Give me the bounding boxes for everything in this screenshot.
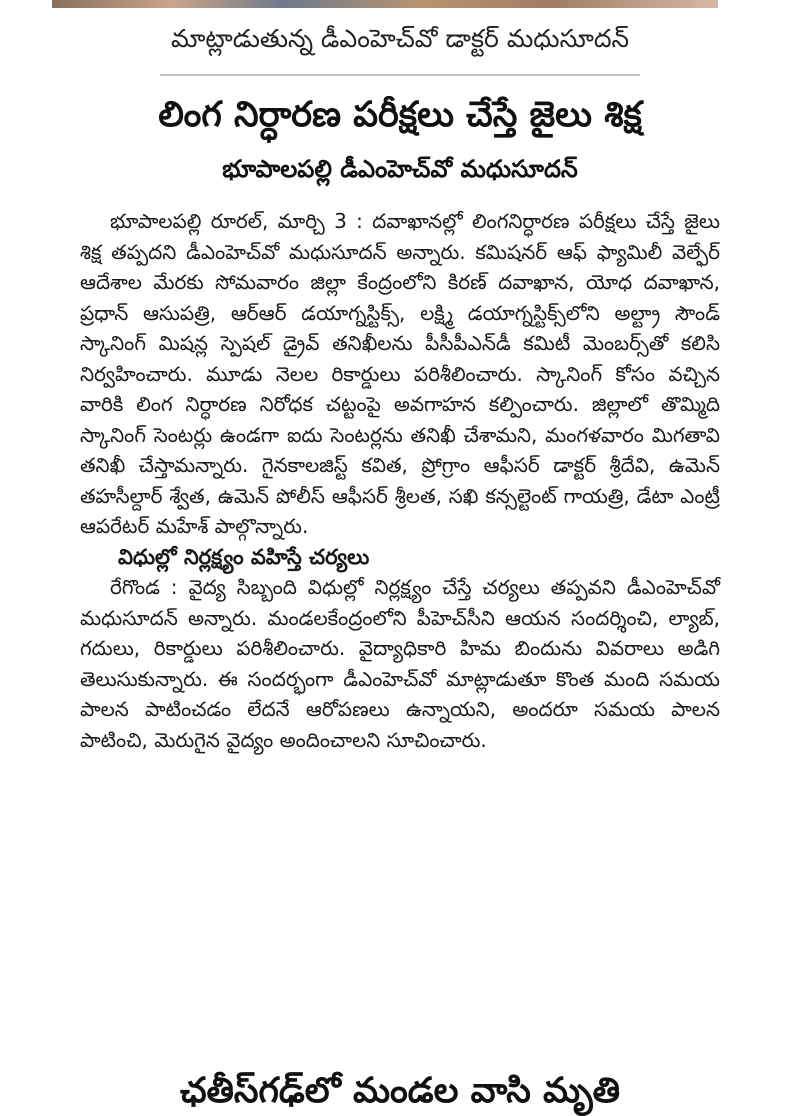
photo-strip [52,0,718,8]
article-body [80,206,720,755]
article-paragraph-2: రేగొండ : వైద్య సిబ్బంది విధుల్లో నిర్లక్ష్యం చేస్తే చర్యలు తప్పవని డీఎంహెచ్‌వో మధుసూదన్ అన్నారు. మండలకేంద్రంలోని పీహెచ్‌సీని ఆయన సందర్శించి, ల్యాబ్, గదులు, రికార్డులు పరిశీలించారు. వైద్యాధికారి హిమ బిందును వివరాలు అడిగి తెలుసుకున్నారు. ఈ సందర్భంగా డీఎంహెచ్‌వో మాట్లాడుతూ కొంత మంది సమయ పాలన పాటించడం లేదనే ఆరోపణలు ఉన్నాయని, అందరూ సమయ పాలన పాటించి, మెరుగైన వైద్యం అందించాలని సూచించారు. [80,575,720,752]
photo-caption: మాట్లాడుతున్న డీఎంహెచ్‌వో డాక్టర్ మధుసూదన్ [170,24,630,53]
caption-divider [160,74,640,76]
article-paragraph-1: భూపాలపల్లి రూరల్, మార్చి 3 : దవాఖానల్లో లింగనిర్ధారణ పరీక్షలు చేస్తే జైలు శిక్ష తప్పదని డీఎంహెచ్‌వో మధుసూదన్ అన్నారు. కమిషనర్ ఆఫ్ ఫ్యామిలీ వెల్ఫేర్ ఆదేశాల మేరకు సోమవారం జిల్లా కేంద్రంలోని కిరణ్ దవాఖాన, యోధ దవాఖాన, ప్రధాన్ ఆసుపత్రి, ఆర్‌ఆర్ డయాగ్నస్టిక్స్, లక్ష్మి డయాగ్నస్టిక్స్‌లోని అల్ట్రా సౌండ్ స్కానింగ్ మిషన్ల స్పెషల్ డ్రైవ్ తనిఖీలను పీసీపీఎన్‌డీ కమిటీ మెంబర్స్‌తో కలిసి నిర్వహించారు. మూడు నెలల రికార్డులు పరిశీలించారు. స్కానింగ్ కోసం వచ్చిన వారికి లింగ నిర్ధారణ నిరోధక చట్టంపై అవగాహన కల్పించారు. జిల్లాలో తొమ్మిది స్కానింగ్ సెంటర్లు ఉండగా ఐదు సెంటర్లను తనిఖీ చేశామని, మంగళవారం మిగతావి తనిఖీ చేస్తామన్నారు. గైనకాలజిస్ట్ కవిత, ప్రోగ్రాం ఆఫీసర్ డాక్టర్ శ్రీదేవి, ఉమెన్ తహసీల్దార్ శ్వేత, ఉమెన్ పోలీస్ ఆఫీసర్ శ్రీలత, సఖి కన్సల్టెంట్ గాయత్రి, డేటా ఎంట్రీ ఆపరేటర్ మహేశ్ పాల్గొన్నారు. [80,209,720,538]
article-subheadline: భూపాలపల్లి డీఎంహెచ్‌వో మధుసూదన్ [222,155,578,183]
next-article-headline: ఛతీస్‌గఢ్‌లో మండల వాసి మృతి [179,1071,621,1111]
article-headline: లింగ నిర్ధారణ పరీక్షలు చేస్తే జైలు శిక్ష [158,95,642,135]
article-subhead: విధుల్లో నిర్లక్ష్యం వహిస్తే చర్యలు [118,544,370,569]
